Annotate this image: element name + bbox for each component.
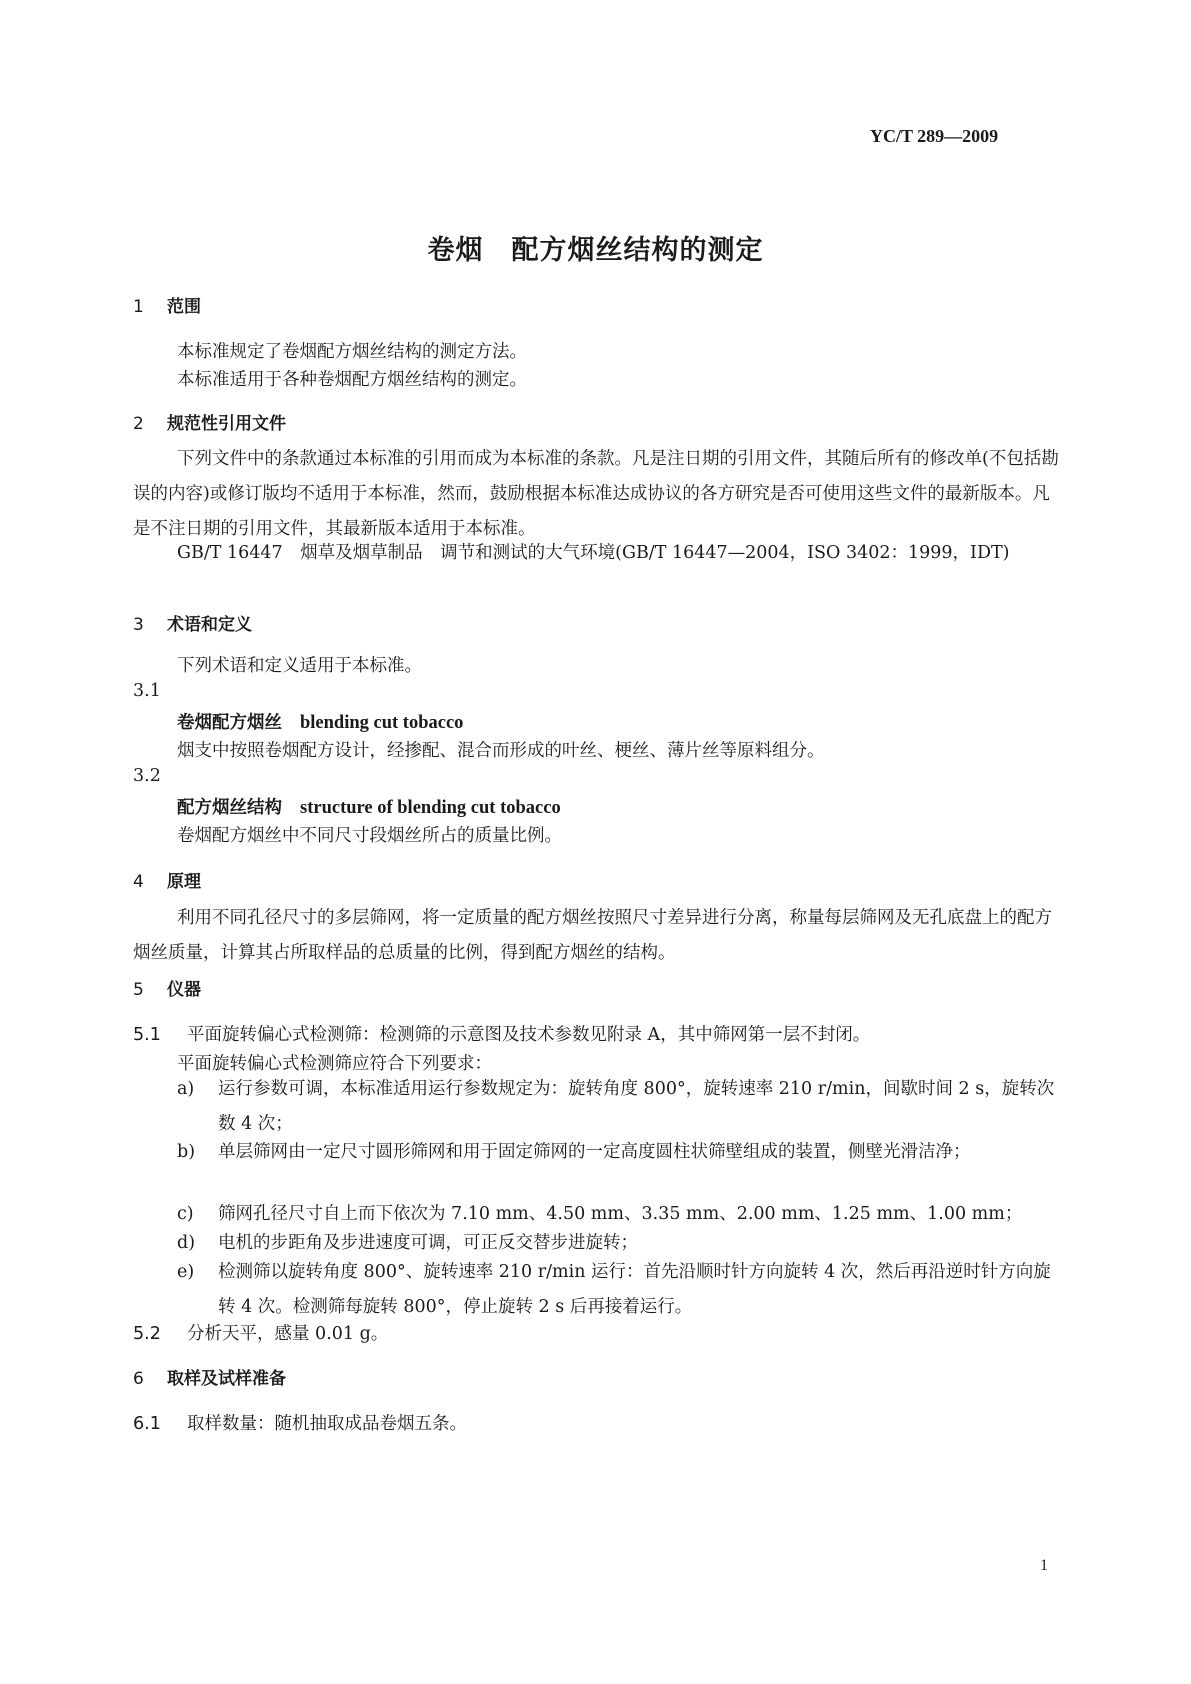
section-3-heading	[133, 610, 252, 635]
page-number: 1	[1040, 1557, 1048, 1574]
clause-text: 取样数量：随机抽取成品卷烟五条。	[187, 1414, 467, 1434]
section-title: 仪器	[167, 980, 201, 1000]
clause-6-1	[133, 1410, 467, 1435]
clause-5-1	[133, 1021, 870, 1046]
clause-number: 5.2	[133, 1324, 161, 1344]
list-item-text: 电机的步距角及步进速度可调，可正反交替步进旋转；	[218, 1233, 638, 1253]
list-item-label: e)	[177, 1262, 195, 1282]
list-item-label: a)	[177, 1079, 195, 1099]
section-number: 5	[133, 980, 144, 1000]
clause-text: 分析天平，感量 0.01 g。	[187, 1324, 389, 1344]
section-title: 术语和定义	[167, 615, 252, 635]
paragraph: 下列术语和定义适用于本标准。	[177, 656, 422, 676]
paragraph: 利用不同孔径尺寸的多层筛网，将一定质量的配方烟丝按照尺寸差异进行分离，称量每层筛网及无孔底盘上的配方烟丝质量，计算其占所取样品的总质量的比例，得到配方烟丝的结构。	[133, 908, 1052, 963]
list-item	[177, 1135, 1059, 1170]
clause-number: 6.1	[133, 1414, 161, 1434]
clause-number: 3.1	[133, 681, 161, 701]
list-item-text: 运行参数可调，本标准适用运行参数规定为：旋转角度 800°，旋转速率 210 r/min，间歇时间 2 s，旋转次数 4 次；	[218, 1079, 1055, 1134]
paragraph: 平面旋转偏心式检测筛应符合下列要求：	[177, 1054, 492, 1074]
paragraph: 下列文件中的条款通过本标准的引用而成为本标准的条款。凡是注日期的引用文件，其随后所有的修改单(不包括勘误的内容)或修订版均不适用于本标准，然而，鼓励根据本标准达成协议的各方研究是否可使用这些文件的最新版本。凡是不注日期的引用文件，其最新版本适用于本标准。	[133, 449, 1059, 539]
section-number: 1	[133, 297, 144, 317]
term-definition: 烟支中按照卷烟配方设计，经掺配、混合而形成的叶丝、梗丝、薄片丝等原料组分。	[177, 741, 825, 761]
document-title: 卷烟 配方烟丝结构的测定	[427, 235, 764, 266]
list-item-label: d)	[177, 1233, 196, 1253]
section-title: 范围	[167, 297, 201, 317]
section-number: 4	[133, 872, 144, 892]
list-item-text: 筛网孔径尺寸自上而下依次为 7.10 mm、4.50 mm、3.35 mm、2.00 mm、1.25 mm、1.00 mm；	[218, 1204, 1023, 1224]
clause-number: 3.2	[133, 766, 161, 786]
section-number: 3	[133, 615, 144, 635]
term-heading	[177, 709, 463, 734]
section-2-heading	[133, 409, 286, 434]
term-english: blending cut tobacco	[300, 713, 464, 733]
list-item-text: 单层筛网由一定尺寸圆形筛网和用于固定筛网的一定高度圆柱状筛壁组成的装置，侧壁光滑洁净；	[218, 1142, 971, 1162]
list-item-label: c)	[177, 1204, 194, 1224]
term-heading	[177, 794, 561, 819]
clause-text: 平面旋转偏心式检测筛：检测筛的示意图及技术参数见附录 A，其中筛网第一层不封闭。	[187, 1025, 871, 1045]
section-number: 2	[133, 414, 144, 434]
term-chinese: 卷烟配方烟丝	[177, 713, 282, 733]
normative-reference: GB/T 16447 烟草及烟草制品 调节和测试的大气环境(GB/T 16447—2004，ISO 3402：1999，IDT)	[177, 543, 1010, 563]
section-number: 6	[133, 1369, 144, 1389]
term-definition: 卷烟配方烟丝中不同尺寸段烟丝所占的质量比例。	[177, 826, 562, 846]
section-1-heading	[133, 292, 201, 317]
list-item-label: b)	[177, 1142, 196, 1162]
standard-number: YC/T 289—2009	[870, 126, 999, 146]
paragraph: 本标准适用于各种卷烟配方烟丝结构的测定。	[177, 370, 527, 390]
list-item-text: 检测筛以旋转角度 800°、旋转速率 210 r/min 运行：首先沿顺时针方向旋转 4 次，然后再沿逆时针方向旋转 4 次。检测筛每旋转 800°，停止旋转 2 s 后再接着运行。	[218, 1262, 1051, 1317]
term-chinese: 配方烟丝结构	[177, 798, 282, 818]
section-title: 规范性引用文件	[167, 414, 286, 434]
list-item	[177, 1072, 1059, 1142]
paragraph: 本标准规定了卷烟配方烟丝结构的测定方法。	[177, 342, 527, 362]
clause-5-2	[133, 1320, 388, 1345]
term-english: structure of blending cut tobacco	[300, 798, 561, 818]
list-item	[177, 1255, 1059, 1325]
section-6-heading	[133, 1364, 286, 1389]
section-5-heading	[133, 975, 201, 1000]
section-title: 取样及试样准备	[167, 1369, 286, 1389]
section-4-heading	[133, 867, 201, 892]
clause-number: 5.1	[133, 1025, 161, 1045]
section-title: 原理	[167, 872, 201, 892]
